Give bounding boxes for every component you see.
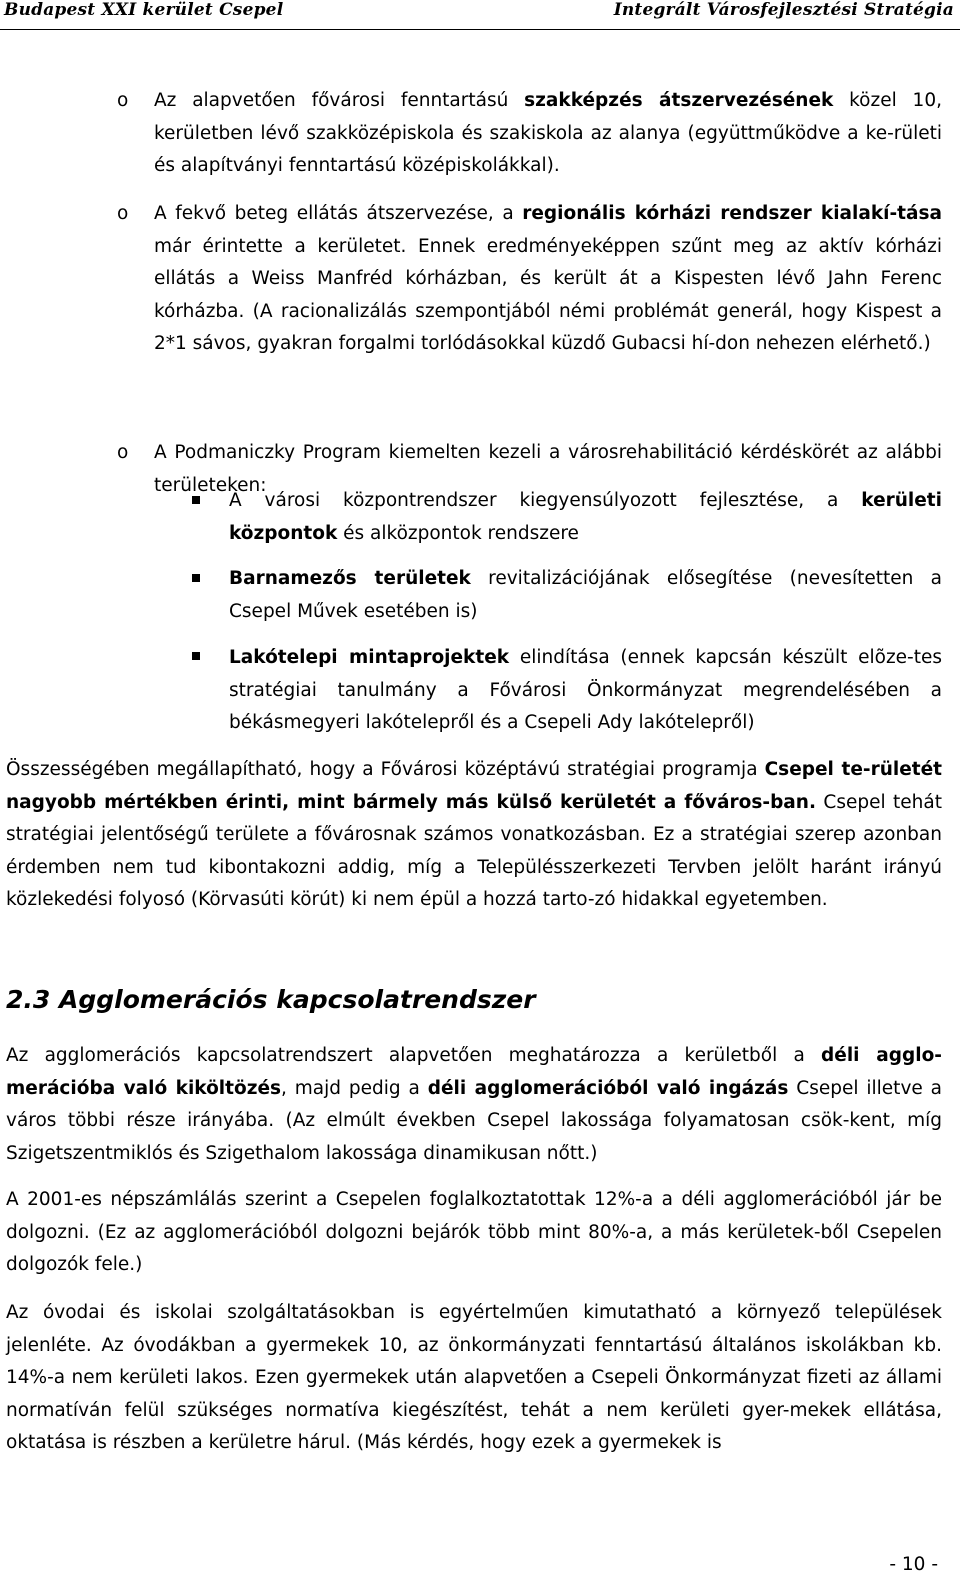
list-bullet-o: o: [117, 203, 129, 224]
list-item: [154, 85, 942, 183]
text-run: közel 10, kerületben lévő szakközépiskola és szakiskola az alanya (együttműködve a ke-rületi és alapítványi fenntartású középiskolákkal).: [154, 90, 942, 176]
list-item: [229, 485, 942, 550]
paragraph-summary: [6, 754, 942, 917]
text-run: Az agglomerációs kapcsolatrendszert alapvetően meghatározza a kerületből a: [6, 1045, 822, 1066]
text-run: Az óvodai és iskolai szolgáltatásokban is egyértelműen kimutatható a környező települések jelenléte. Az óvodákban a gyermekek 10, az önkormányzati fenntartású általános iskolákban kb. 14%-a nem kerületi lakos. Ezen gyermekek után alapvetően a Csepeli Önkormányzat fizeti az állami normatíván felül szükséges normatíva kiegészítést, tehát a nem kerületi gyer-mekek ellátása, oktatása is részben a kerületre hárul. (Más kérdés, hogy ezek a gyermekek is: [6, 1302, 942, 1453]
list-item: [229, 642, 942, 740]
paragraph-agglomeration-1: [6, 1040, 942, 1170]
square-bullet-icon: [192, 652, 200, 660]
header-right-title: Integrált Városfejlesztési Stratégia: [613, 0, 954, 20]
text-run: Csepel tehát stratégiai jelentőségű területe a fővárosnak számos vonatkozásban. Ez a stratégiai szerep azonban érdemben nem tud kibontakozni addig, míg a Településszerkezeti Tervben jelölt haránt irányú közlekedési folyosó (Körvasúti körút) ki nem épül a hozzá tarto-zó hidakkal egyetemben.: [6, 791, 942, 910]
section-heading: 2.3 Agglomerációs kapcsolatrendszer: [6, 985, 536, 1014]
text-run: Összességében megállapítható, hogy a Fővárosi középtávú stratégiai programja: [6, 759, 765, 780]
list-item: [229, 563, 942, 628]
square-bullet-icon: [192, 574, 200, 582]
list-item: [154, 198, 942, 361]
text-run: elindítása (ennek kapcsán készült elõze-tes stratégiai tanulmány a Fővárosi Önkormányzat megrendelésében a békásmegyeri lakótelepről és a Csepeli Ady lakótelepről): [229, 647, 942, 733]
header-rule: [0, 29, 960, 30]
text-run: A városi központrendszer kiegyensúlyozott fejlesztése, a: [229, 490, 862, 511]
bold-text: déli agglo-merációba való kiköltözés: [6, 1045, 942, 1099]
bold-text: Lakótelepi mintaprojektek: [229, 647, 510, 668]
bold-text: déli agglomerációból való ingázás: [427, 1077, 789, 1099]
text-run: Csepel illetve a város többi része irányába. (Az elmúlt években Csepel lakossága folyamatosan csök-kent, míg Szigetszentmiklós és Szigethalom lakossága dinamikusan nőtt.): [6, 1077, 942, 1164]
page-number: - 10 -: [889, 1554, 938, 1575]
bold-text: szakképzés átszervezésének: [524, 90, 834, 111]
bold-text: regionális kórházi rendszer kialakí-tása: [522, 203, 942, 224]
text-run: A Podmaniczky Program kiemelten kezeli a városrehabilitáció kérdéskörét az alábbi területeken:: [154, 442, 942, 496]
square-bullet-icon: [192, 496, 200, 504]
text-run: A 2001-es népszámlálás szerint a Csepelen foglalkoztatottak 12%-a a déli agglomerációból jár be dolgozni. (Ez az agglomerációból dolgozni bejárók több mint 80%-a, a más kerületek-ből Csepelen dolgozók fele.): [6, 1189, 942, 1275]
text-run: és alközpontok rendszere: [337, 522, 579, 544]
paragraph-agglomeration-3: [6, 1297, 942, 1460]
text-run: Az alapvetően fővárosi fenntartású: [154, 90, 525, 111]
text-run: már érintette a kerületet. Ennek eredményeképpen szűnt meg az aktív kórházi ellátás a Weiss Manfréd kórházban, és került át a Kispesten lévő Jahn Ferenc kórházba. (A racionalizálás szempontjából némi problémát generál, hogy Kispest a 2*1 sávos, gyakran forgalmi torlódásokkal küzdő Gubacsi hí-don nehezen elérhető.): [154, 235, 942, 354]
text-run: A fekvő beteg ellátás átszervezése, a: [154, 203, 523, 224]
header-left-title: Budapest XXI kerület Csepel: [4, 0, 284, 20]
text-run: , majd pedig a: [281, 1077, 428, 1099]
bold-text: Barnamezős területek: [229, 568, 471, 589]
page-header: [0, 0, 960, 28]
paragraph-agglomeration-2: [6, 1184, 942, 1282]
list-bullet-o: o: [117, 442, 129, 463]
bold-text: kerületi központok: [229, 490, 942, 544]
list-bullet-o: o: [117, 90, 129, 111]
text-run: revitalizációjának elősegítése (nevesítetten a Csepel Művek esetében is): [229, 568, 942, 622]
bold-text: Csepel te-rületét nagyobb mértékben érinti, mint bármely más külső kerületét a főváros-ban.: [6, 759, 942, 813]
